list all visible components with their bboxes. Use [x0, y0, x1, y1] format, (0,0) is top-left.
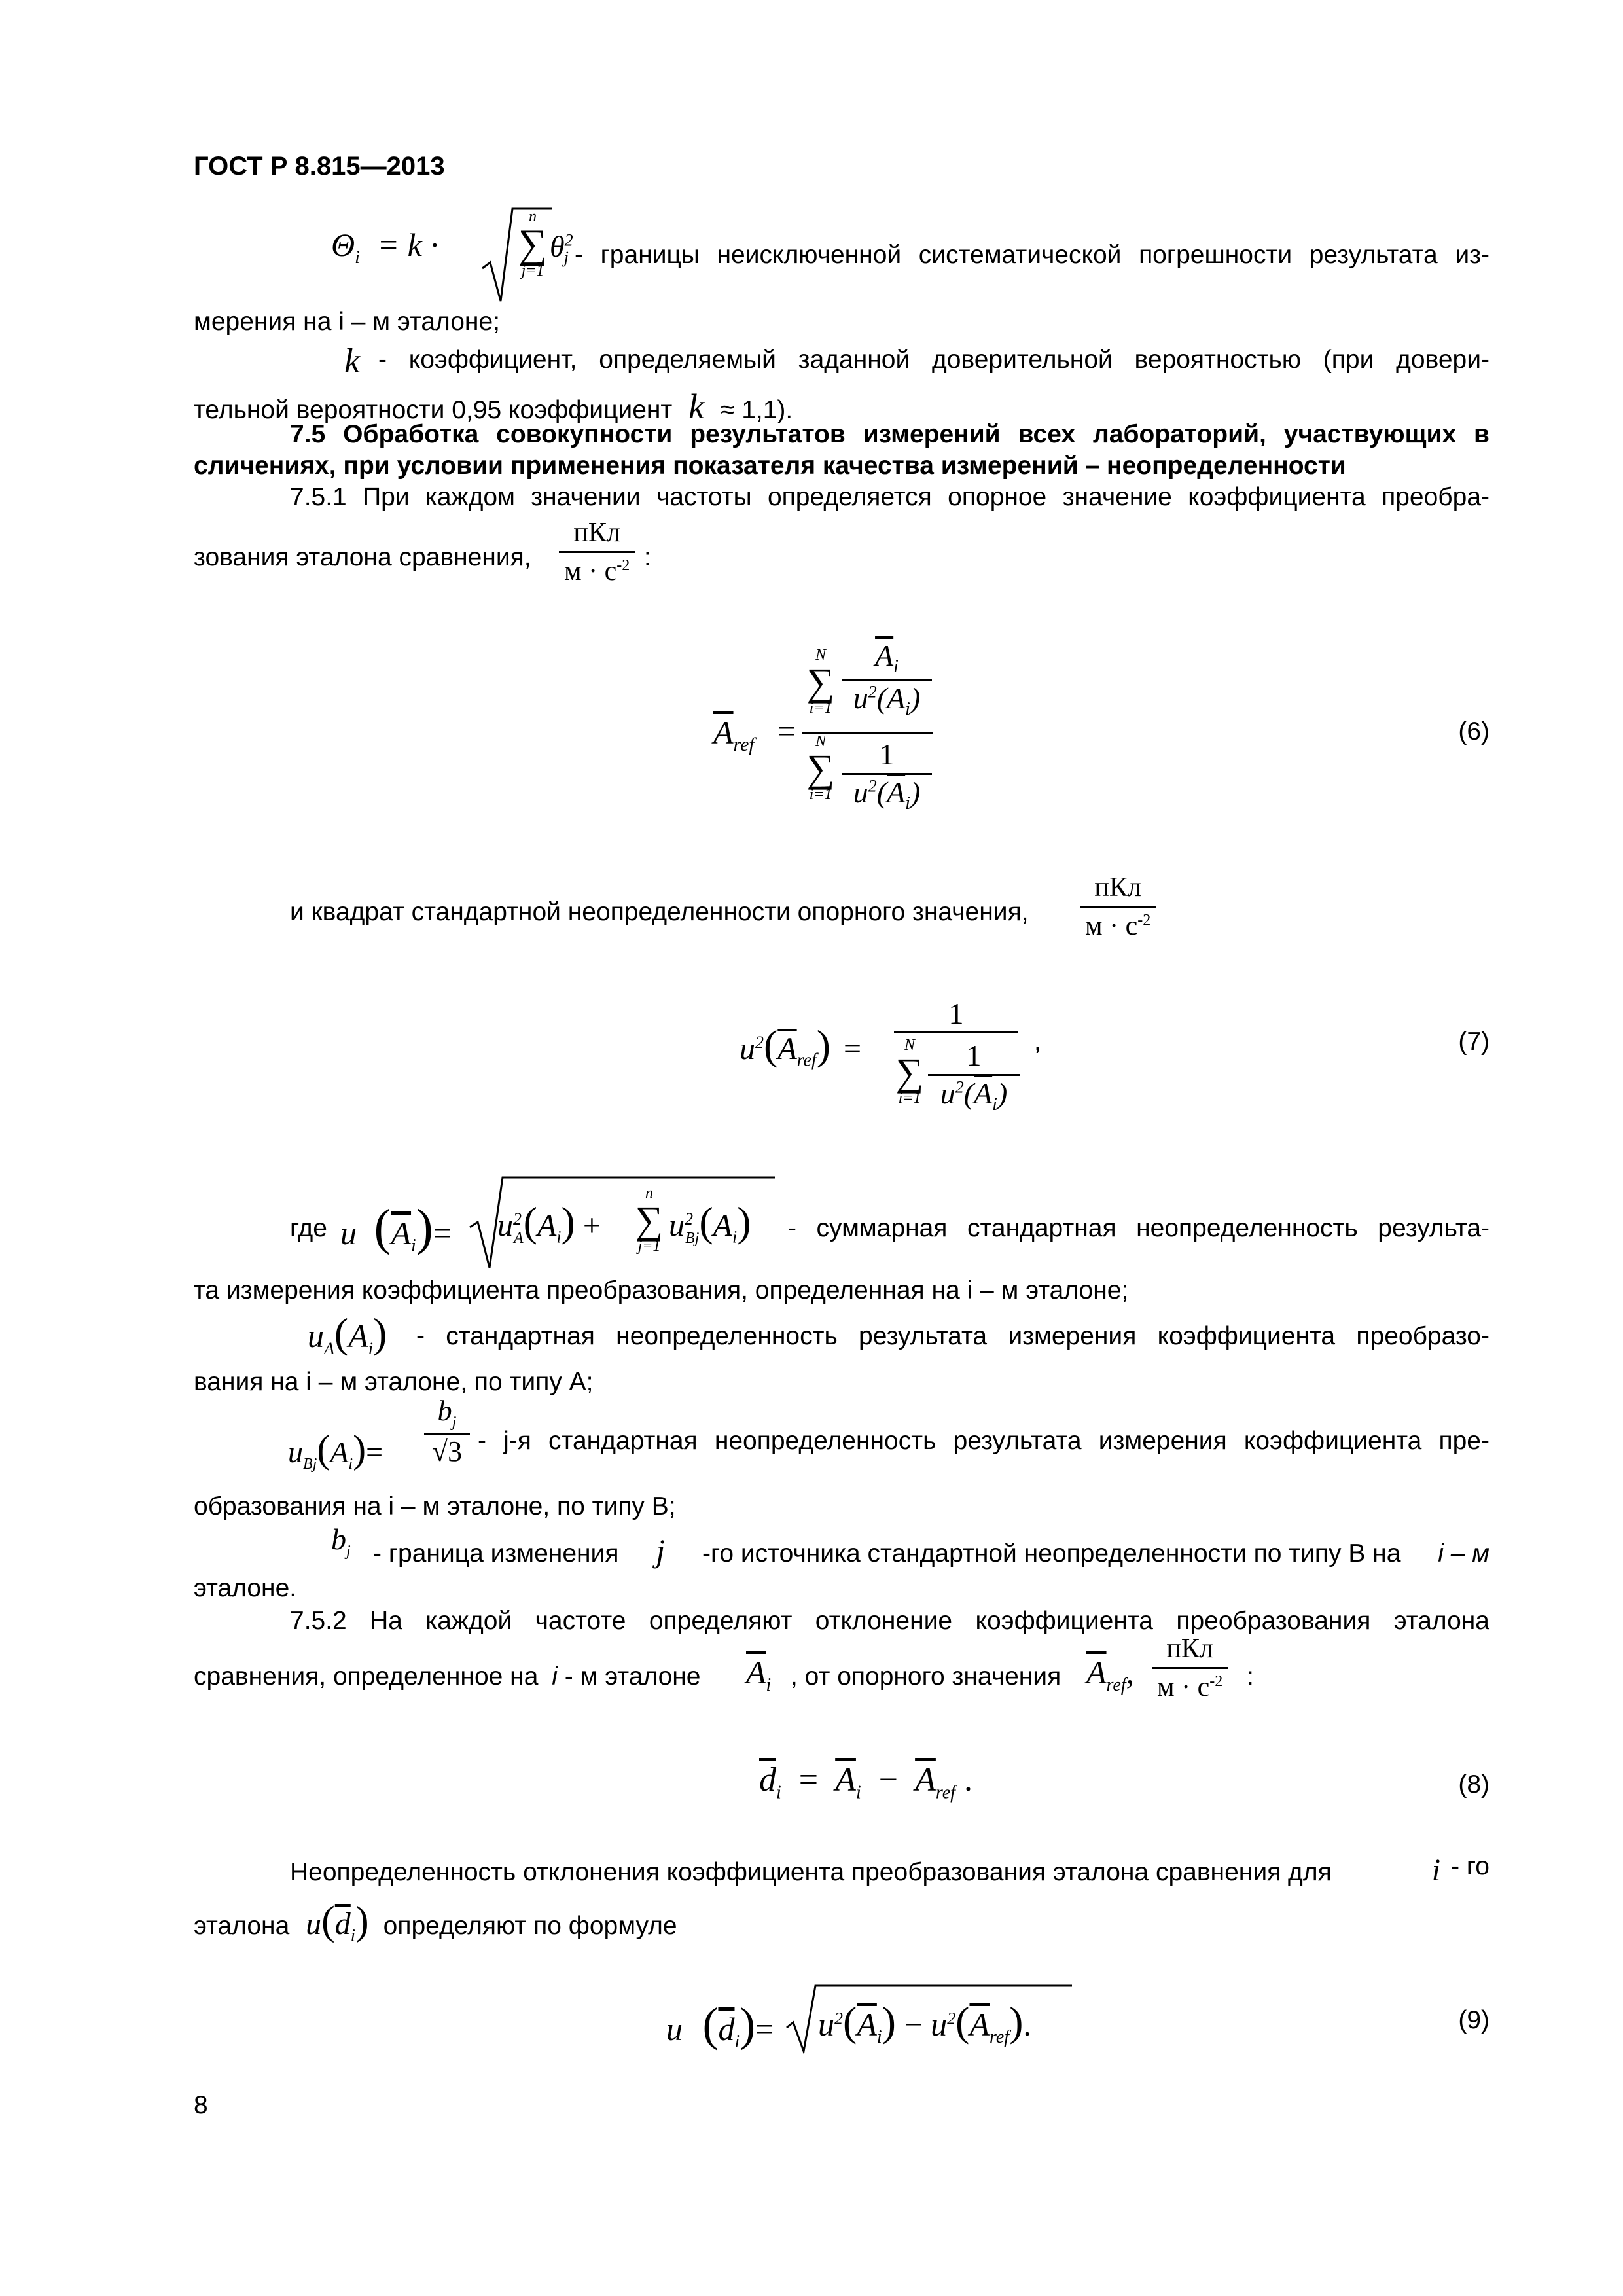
uA-definition-line2: вания на i – м эталоне, по типу А;	[194, 1368, 594, 1396]
uA-definition-line1: - стандартная неопределенность результата измерения коэффициента преобразо-	[416, 1322, 1489, 1350]
section-7-5-title-line1: 7.5 Обработка совокупности результатов измерений всех лабораторий, участвующих в	[290, 420, 1489, 448]
theta-sum: n ∑ j=1	[518, 208, 548, 279]
document-header: ГОСТ Р 8.815—2013	[194, 152, 445, 181]
eq7-comma: ,	[1034, 1028, 1041, 1056]
eq9-lhs: u $(\overline{d}_i)=$	[666, 1998, 774, 2052]
eq9-number: (9)	[1458, 2006, 1489, 2034]
para-7-5-2-Aref: $\overline{A}_{ref}$,	[1086, 1654, 1135, 1695]
where-rhs-term1: $u^2_A(A_i)$ +	[497, 1198, 601, 1247]
theta-sum-term: $\theta^2_j$	[550, 230, 573, 268]
dev-uncert-line2: эталона $u(\overline{d}_i)$ определяют по формуле	[194, 1899, 677, 1945]
where-text-line1: - суммарная стандартная неопределенность результа-	[788, 1214, 1489, 1242]
unit-fraction-3: $\frac{\text{пКл}}{м \cdot с^{-2}}$	[1152, 1633, 1228, 1703]
para-7-5-2-line2: сравнения, определенное на i - м эталоне	[194, 1662, 701, 1691]
para-7-5-2-line1: 7.5.2 На каждой частоте определяют отклонение коэффициента преобразования эталона	[290, 1607, 1489, 1635]
para-7-5-2-Ai: $\overline{A}_i$	[746, 1654, 772, 1695]
eq8-number: (8)	[1458, 1770, 1489, 1799]
unit-fraction-2: $\frac{\text{пКл}}{м \cdot с^{-2}}$	[1080, 872, 1156, 942]
theta-definition-line2: мерения на i – м эталоне;	[194, 308, 500, 336]
eq6-num-sum: N ∑ i=1	[806, 647, 835, 717]
unit-fraction-1: $\frac{\text{пКл}}{м \cdot с^{-2}}$	[559, 517, 635, 587]
para-7-5-2-line2-cont: , от опорного значения	[791, 1662, 1061, 1691]
page-number: 8	[194, 2091, 208, 2119]
para-7-5-1-line1: 7.5.1 При каждом значении частоты определяется опорное значение коэффициента преобра-	[290, 483, 1489, 511]
uBj-symbol: $u_{Bj}(A_i)=$	[288, 1427, 383, 1473]
where-rhs-term2: $u^2_{Bj}(A_i)$	[669, 1198, 751, 1247]
eq7-numerator: 1	[894, 996, 1018, 1033]
eq8-formula: $\overline{d}_i = \overline{A}_i - \overline{A}_{ref}$ .	[759, 1761, 972, 1803]
uBj-definition-line1: - j-я стандартная неопределенность результата измерения коэффициента пре-	[478, 1427, 1489, 1455]
theta-formula: $\Theta_i = k$ ·	[331, 226, 438, 268]
eq7-number: (7)	[1458, 1028, 1489, 1056]
uBj-definition-line2: образования на i – м эталоне, по типу В;	[194, 1492, 676, 1520]
theta-definition-line1: - границы неисключенной систематической погрешности результата из-	[575, 241, 1489, 269]
bj-definition-line1: - граница изменения j -го источника стандартной неопределенности по типу В на i – м	[373, 1532, 1489, 1569]
eq6-den-sum: N ∑ i=1	[806, 733, 835, 803]
para-7-5-1-colon: :	[644, 543, 651, 571]
uA-symbol: $u_A(A_i)$	[308, 1310, 387, 1358]
eq6-number: (6)	[1458, 717, 1489, 745]
bj-definition-line2: эталоне.	[194, 1574, 297, 1602]
section-7-5-title-line2: сличениях, при условии применения показателя качества измерений – неопределенности	[194, 452, 1346, 480]
where-lhs: u $(\overline{A}_i)=$	[340, 1198, 452, 1256]
eq6-equals: =	[777, 713, 796, 749]
eq6-den-fraction: 1 $u^2(\overline{A}_i)$	[842, 737, 932, 814]
eq6-num-fraction: $\overline{A}_i$ $u^2(\overline{A}_i)$	[842, 638, 932, 720]
eq7-lhs: $u^2(\overline{A}_{ref})$ =	[740, 1022, 862, 1071]
eq6-lhs: $\overline{A}_{ref}$	[713, 714, 755, 755]
para-7-5-2-colon: :	[1247, 1662, 1254, 1691]
eq7-den-fraction: 1 $u^2(\overline{A}_i)$	[928, 1038, 1020, 1115]
where-label: где	[290, 1214, 327, 1242]
k-symbol: k	[344, 341, 360, 380]
bj-symbol: $b_j$	[331, 1522, 351, 1560]
eq9-rhs: $u^2(\overline{A}_i) - u^2(\overline{A}_{ref})$.	[818, 1998, 1031, 2047]
k-definition-line2: тельной вероятности 0,95 коэффициент k ≈ 1,1).	[194, 387, 793, 426]
where-sum: n ∑ j=1	[635, 1185, 664, 1255]
para-7-5-1-line2: зования эталона сравнения,	[194, 543, 531, 571]
uBj-fraction: $b_j$ √3	[424, 1394, 470, 1468]
dev-uncert-line1: Неопределенность отклонения коэффициента преобразования эталона сравнения для i - го	[290, 1852, 1489, 1888]
eq7-den-sum: N ∑ i=1	[895, 1037, 924, 1107]
k-definition-line1: - коэффициент, определяемый заданной доверительной вероятностью (при довери-	[378, 346, 1489, 374]
where-text-line2: та измерения коэффициента преобразования, определенная на i – м эталоне;	[194, 1276, 1129, 1304]
reference-uncertainty-text: и квадрат стандартной неопределенности опорного значения,	[290, 898, 1029, 926]
